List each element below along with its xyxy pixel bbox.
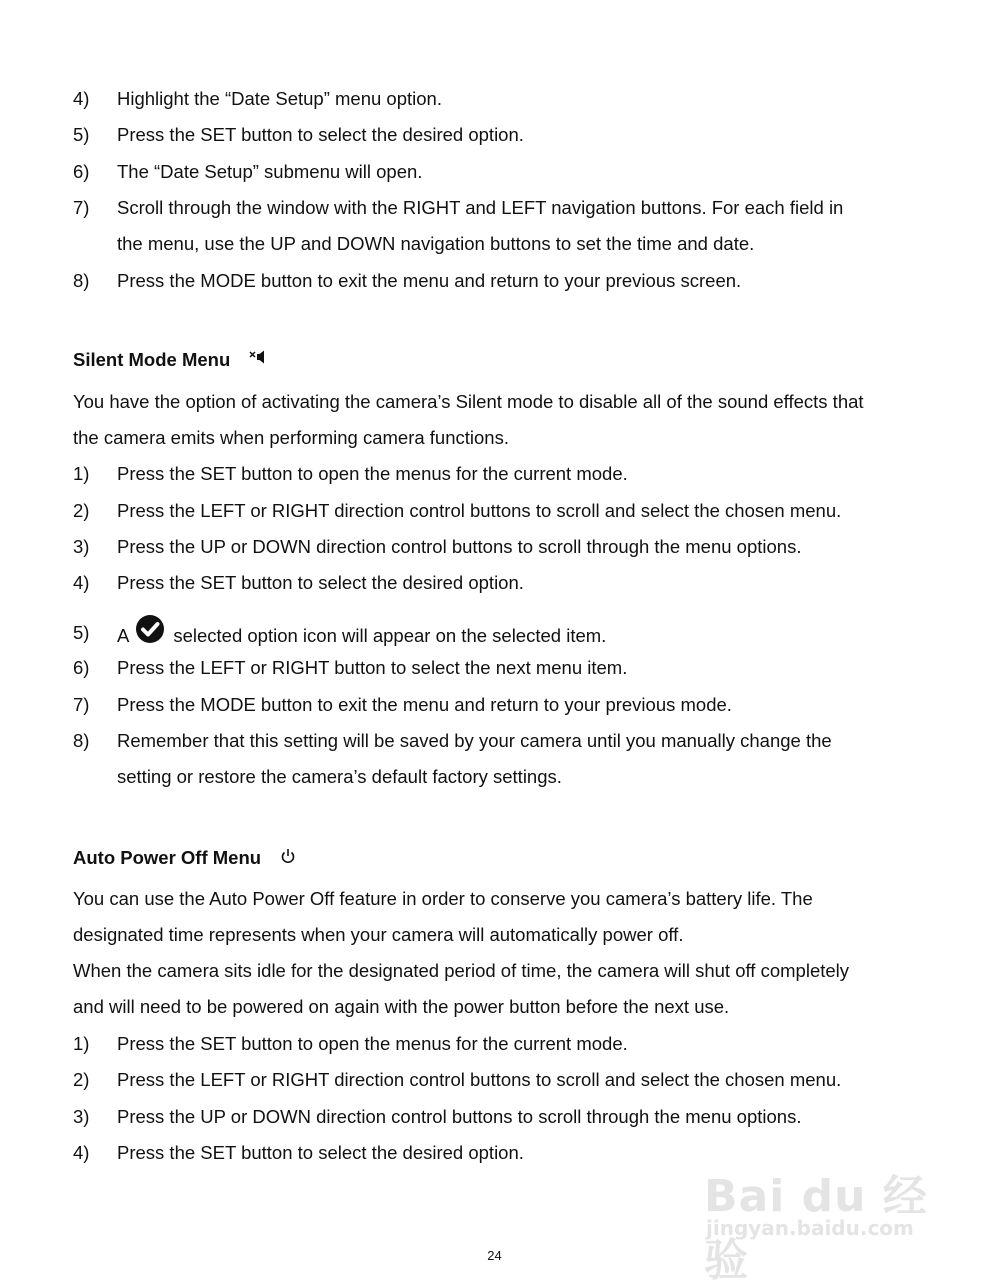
speaker-muted-icon: [249, 349, 265, 371]
step-text: Press the SET button to select the desired option.: [117, 124, 524, 145]
step-text: Press the SET button to open the menus for the current mode.: [117, 463, 628, 484]
step-number: 6): [73, 161, 90, 182]
paragraph-line: and will need to be powered on again with the power button before the next use.: [73, 996, 730, 1017]
baidu-watermark: [700, 1158, 935, 1286]
step-number: 7): [73, 197, 90, 218]
checkmark-circle-icon: [135, 614, 165, 644]
step-text: Press the UP or DOWN direction control buttons to scroll through the menu options.: [117, 1106, 802, 1127]
page-number: 24: [487, 1248, 502, 1263]
step-number: 2): [73, 500, 90, 521]
step-text: Press the MODE button to exit the menu and return to your previous screen.: [117, 270, 742, 291]
step-number: 4): [73, 88, 90, 109]
step-text-rest: selected option icon will appear on the selected item.: [173, 624, 607, 646]
step-number: 8): [73, 730, 90, 751]
step-number: 5): [73, 622, 90, 643]
paragraph-line: designated time represents when your camera will automatically power off.: [73, 924, 684, 945]
step-text: Highlight the “Date Setup” menu option.: [117, 88, 442, 109]
step-number: 3): [73, 536, 90, 557]
step-number: 5): [73, 124, 90, 145]
watermark-url: jingyan.baidu.com: [706, 1216, 914, 1240]
step-text: Press the MODE button to exit the menu and return to your previous mode.: [117, 694, 732, 715]
step-text: Scroll through the window with the RIGHT and LEFT navigation buttons. For each field in: [117, 197, 844, 218]
step-text: [117, 622, 606, 652]
step-text-continued: setting or restore the camera’s default factory settings.: [117, 766, 562, 787]
step-text: Press the LEFT or RIGHT direction control buttons to scroll and select the chosen menu.: [117, 1069, 842, 1090]
step-number: 3): [73, 1106, 90, 1127]
step-number: 1): [73, 1033, 90, 1054]
step-number: 7): [73, 694, 90, 715]
paragraph-line: the camera emits when performing camera functions.: [73, 427, 509, 448]
step-number: 4): [73, 1142, 90, 1163]
paragraph-line: When the camera sits idle for the designated period of time, the camera will shut off completely: [73, 960, 850, 981]
watermark-brand: Bai du 经验: [704, 1171, 928, 1286]
step-number: 4): [73, 572, 90, 593]
paragraph-line: You have the option of activating the camera’s Silent mode to disable all of the sound effects that: [73, 391, 864, 412]
step-text: Press the SET button to select the desired option.: [117, 572, 524, 593]
paragraph-line: You can use the Auto Power Off feature in order to conserve you camera’s battery life. The: [73, 888, 813, 909]
heading-text: Auto Power Off Menu: [73, 847, 262, 868]
step-prefix: A: [117, 624, 130, 646]
step-text: Press the SET button to select the desired option.: [117, 1142, 524, 1163]
step-text-continued: the menu, use the UP and DOWN navigation buttons to set the time and date.: [117, 233, 755, 254]
step-number: 6): [73, 657, 90, 678]
step-text: Press the LEFT or RIGHT button to select the next menu item.: [117, 657, 628, 678]
section-heading-auto-power-off: [73, 847, 296, 869]
step-number: 2): [73, 1069, 90, 1090]
power-icon: [280, 847, 296, 869]
step-text: Press the LEFT or RIGHT direction control buttons to scroll and select the chosen menu.: [117, 500, 842, 521]
step-text: Press the UP or DOWN direction control buttons to scroll through the menu options.: [117, 536, 802, 557]
step-text: The “Date Setup” submenu will open.: [117, 161, 423, 182]
step-text: Press the SET button to open the menus for the current mode.: [117, 1033, 628, 1054]
heading-text: Silent Mode Menu: [73, 349, 231, 370]
step-text: Remember that this setting will be saved by your camera until you manually change the: [117, 730, 832, 751]
step-number: 1): [73, 463, 90, 484]
step-number: 8): [73, 270, 90, 291]
section-heading-silent-mode: [73, 349, 265, 371]
